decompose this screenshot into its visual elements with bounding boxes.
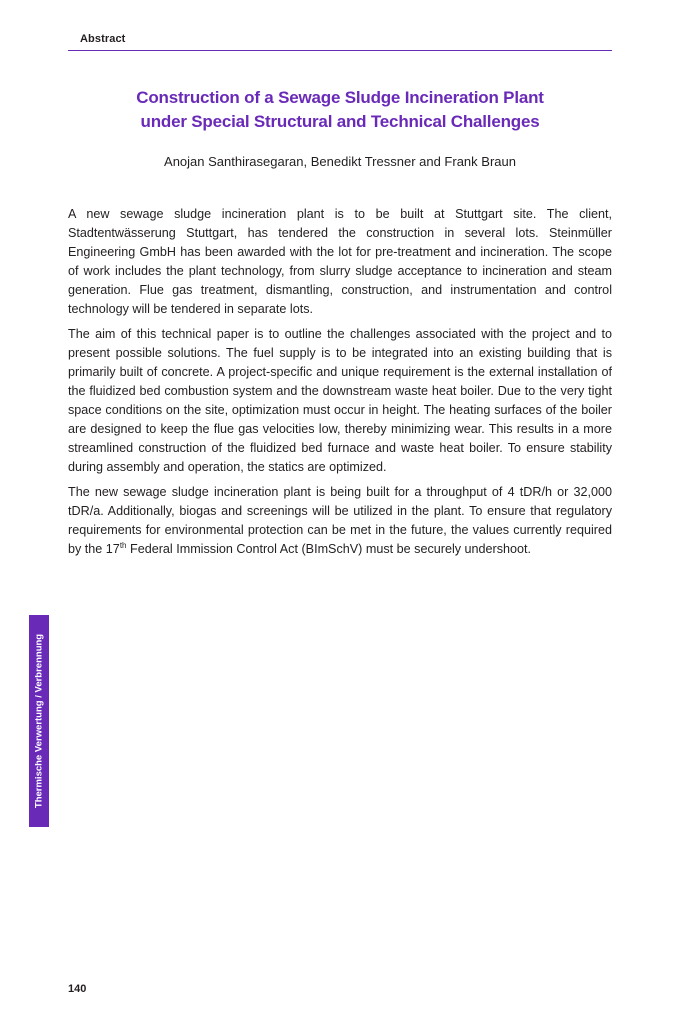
- paragraph-3-text-b: Federal Immission Control Act (BImSchV) must be securely undershoot.: [126, 542, 532, 556]
- paragraph-3-text-a: The new sewage sludge incineration plant is being built for a throughput of 4 tDR/h or 32,000 tDR/a. Additionally, biogas and screenings will be utilized in the plant. To ensure that regulatory requirements for environmental protection can be met in the future, the values currently required by the 17: [68, 485, 612, 556]
- page-number: 140: [68, 983, 87, 995]
- ordinal-superscript: th: [119, 540, 127, 550]
- paper-title: [68, 86, 612, 134]
- running-head-section: Abstract: [80, 33, 126, 45]
- chapter-side-tab: [29, 615, 49, 827]
- paragraph-1: A new sewage sludge incineration plant is to be built at Stuttgart site. The client, Stadtentwässerung Stuttgart, has tendered the construction in several lots. Steinmüller Engineering GmbH has been awarded with the lot for pre-treatment and incineration. The scope of work includes the plant technology, from slurry sludge acceptance to incineration and steam generation. Flue gas treatment, dismantling, construction, and instrumentation and control technology will be tendered in separate lots.: [68, 207, 612, 316]
- authors: Anojan Santhirasegaran, Benedikt Tressner and Frank Braun: [164, 154, 516, 169]
- paragraph-3: [68, 483, 612, 559]
- header-rule: [68, 50, 612, 51]
- paragraph-2: The aim of this technical paper is to outline the challenges associated with the project and to present possible solutions. The fuel supply is to be integrated into an existing building that is primarily built of concrete. A project-specific and unique requirement is the external installation of the fluidized bed combustion system and the downstream waste heat boiler. Due to the very tight space conditions on the site, optimization must occur in height. The heating surfaces of the boiler are designed to keep the flue gas velocities low, thereby minimizing wear. This results in a more streamlined construction of the fluidized bed furnace and waste heat boiler. To ensure stability during assembly and operation, the statics are optimized.: [68, 327, 612, 474]
- title-line-2: under Special Structural and Technical Challenges: [140, 112, 540, 131]
- title-line-1: Construction of a Sewage Sludge Incineration Plant: [136, 88, 544, 107]
- abstract-body: [68, 205, 612, 565]
- chapter-side-tab-label: Thermische Verwertung / Verbrennung: [33, 633, 45, 809]
